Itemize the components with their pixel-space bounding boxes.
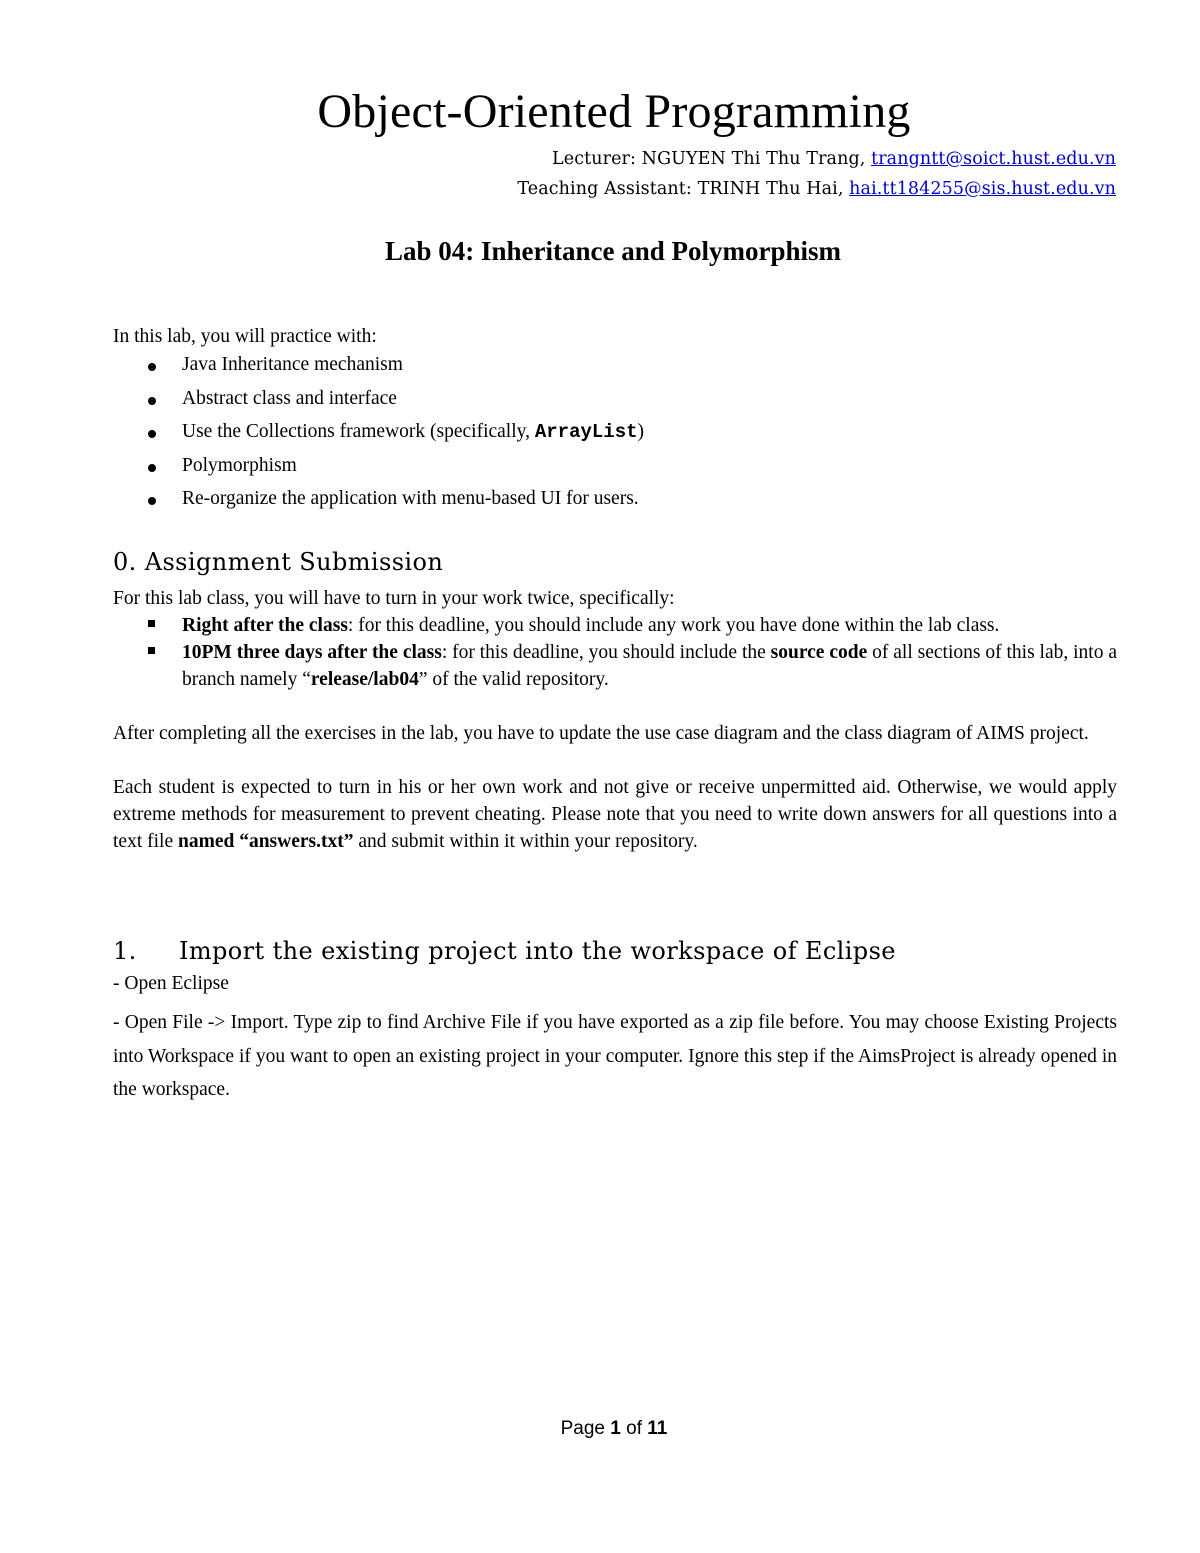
after-completing-paragraph: After completing all the exercises in the lab, you have to update the use case diagram and the class diagram of AIMS project. (113, 723, 1089, 744)
list-item (0, 639, 1200, 693)
deadline-description: ” of the valid repository. (418, 669, 609, 690)
deadline-description: of all sections of this lab, into a branch namely “ (182, 642, 1118, 690)
deadline-description: : for this deadline, you should include the (441, 642, 771, 663)
bullet-icon (148, 497, 156, 505)
deadline-text (182, 639, 1117, 693)
bullet-icon (148, 430, 156, 438)
practice-item-text: Polymorphism (182, 454, 297, 476)
page-footer (0, 1418, 1200, 1440)
of-word: of (626, 1418, 642, 1439)
lecturer-email-link[interactable]: trangntt@soict.hust.edu.vn (871, 149, 1116, 169)
paragraph-text: and submit within it within your repository. (353, 831, 698, 852)
square-bullet-icon (148, 647, 155, 654)
lecturer-name: Lecturer: NGUYEN Thi Thu Trang, (552, 149, 872, 169)
practice-item-suffix: ) (637, 421, 644, 443)
page-word: Page (560, 1418, 605, 1439)
ta-email-link[interactable]: hai.tt184255@sis.hust.edu.vn (849, 179, 1116, 199)
practice-item-prefix: Use the Collections framework (specifically, (182, 421, 535, 443)
document-title: Object-Oriented Programming (317, 85, 911, 138)
ta-name: Teaching Assistant: TRINH Thu Hai, (517, 179, 850, 199)
lab-title: Lab 04: Inheritance and Polymorphism (384, 236, 842, 266)
practice-item-text: Java Inheritance mechanism (182, 354, 403, 375)
square-bullet-icon (148, 620, 155, 627)
intro-text: In this lab, you will practice with: (113, 326, 377, 347)
arraylist-code: ArrayList (534, 421, 638, 444)
section-0-lead: For this lab class, you will have to turn in your work twice, specifically: (113, 588, 675, 609)
deadline-label: Right after the class (182, 615, 348, 636)
section-title: Import the existing project into the workspace of Eclipse (179, 937, 896, 965)
practice-item-text: Re-organize the application with menu-based UI for users. (182, 488, 639, 510)
bullet-icon (148, 464, 156, 472)
emphasis-text: source code (770, 642, 868, 663)
practice-item-text: Abstract class and interface (182, 387, 397, 409)
open-eclipse-step: - Open Eclipse (113, 973, 229, 994)
bullet-icon (148, 397, 156, 405)
section-0-heading: 0. Assignment Submission (113, 548, 444, 576)
paragraph-text: Each student is expected to turn in his or her own work and not give or receive unpermitted aid. Otherwise, we would apply extreme methods for measurement to prevent cheating. Please note that you need to write down answers for all questions into a text file (113, 777, 1117, 852)
bullet-icon (148, 363, 156, 371)
deadline-label: 10PM three days after the class (182, 642, 442, 663)
lecturer-credit (552, 149, 1116, 169)
each-student-paragraph (113, 774, 1117, 855)
branch-name: release/lab04 (310, 669, 419, 690)
practice-item-text (182, 421, 644, 443)
answers-file-name: named “answers.txt” (177, 831, 354, 852)
deadline-text (182, 612, 1117, 639)
section-number: 1. (113, 937, 137, 965)
section-1-heading (113, 937, 896, 965)
deadline-list (0, 612, 1200, 693)
ta-credit (517, 179, 1116, 199)
page-number: 1 (610, 1418, 621, 1439)
list-item (0, 612, 1200, 639)
open-file-step: - Open File -> Import. Type zip to find Archive File if you have exported as a zip file before. You may choose Existing Projects into Workspace if you want to open an existing project in your computer. Ignore this step if the AimsProject is already opened in the workspace. (113, 1012, 1117, 1100)
deadline-description: : for this deadline, you should include any work you have done within the lab class. (347, 615, 1000, 636)
page-total: 11 (647, 1418, 668, 1439)
